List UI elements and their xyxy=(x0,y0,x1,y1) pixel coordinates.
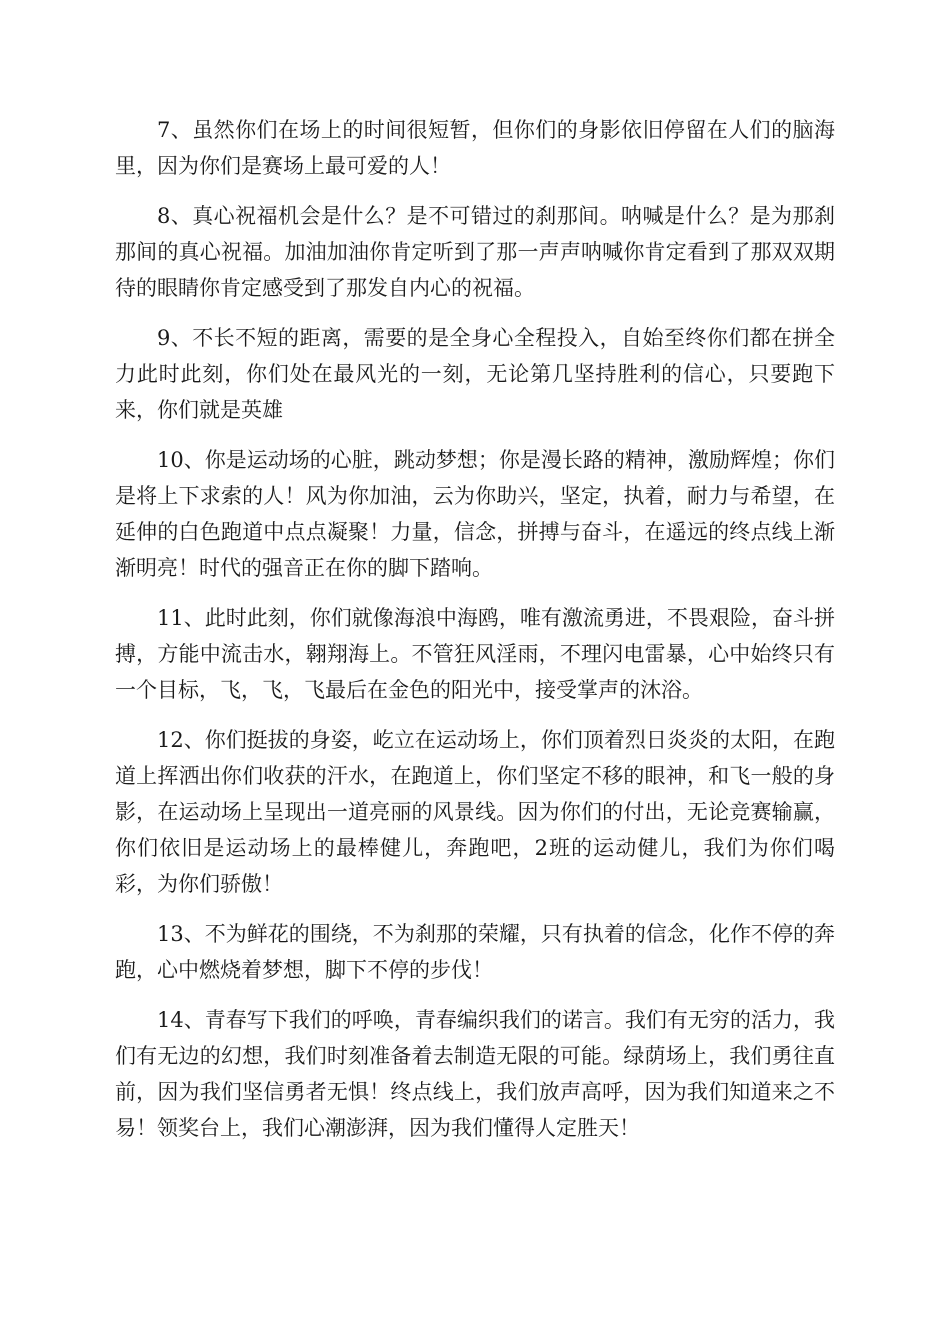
paragraph-10: 10、你是运动场的心脏，跳动梦想；你是漫长路的精神，激励辉煌；你们是将上下求索的人！风为你加油，云为你助兴，坚定，执着，耐力与希望，在延伸的白色跑道中点点凝聚！力量，信念，拼搏与奋斗，在遥远的终点线上渐渐明亮！时代的强音正在你的脚下踏响。 xyxy=(115,448,835,580)
paragraph-12: 12、你们挺拔的身姿，屹立在运动场上，你们顶着烈日炎炎的太阳，在跑道上挥洒出你们收获的汗水，在跑道上，你们坚定不移的眼神，和飞一般的身影，在运动场上呈现出一道亮丽的风景线。因为你们的付出，无论竞赛输赢，你们依旧是运动场上的最棒健儿，奔跑吧，2班的运动健儿，我们为你们喝彩，为你们骄傲！ xyxy=(115,728,835,896)
paragraph-11: 11、此时此刻，你们就像海浪中海鸥，唯有激流勇进，不畏艰险，奋斗拼搏，方能中流击水，翱翔海上。不管狂风淫雨，不理闪电雷暴，心中始终只有一个目标，飞，飞，飞最后在金色的阳光中，接受掌声的沐浴。 xyxy=(115,606,835,702)
paragraph-13: 13、不为鲜花的围绕，不为刹那的荣耀，只有执着的信念，化作不停的奔跑，心中燃烧着梦想，脚下不停的步伐！ xyxy=(115,922,835,982)
paragraph-9: 9、不长不短的距离，需要的是全身心全程投入，自始至终你们都在拼全力此时此刻，你们处在最风光的一刻，无论第几坚持胜利的信心，只要跑下来，你们就是英雄 xyxy=(115,326,835,422)
paragraph-7: 7、虽然你们在场上的时间很短暂，但你们的身影依旧停留在人们的脑海里，因为你们是赛场上最可爱的人！ xyxy=(115,118,835,178)
paragraph-14: 14、青春写下我们的呼唤，青春编织我们的诺言。我们有无穷的活力，我们有无边的幻想，我们时刻准备着去制造无限的可能。绿荫场上，我们勇往直前，因为我们坚信勇者无惧！终点线上，我们放声高呼，因为我们知道来之不易！领奖台上，我们心潮澎湃，因为我们懂得人定胜天！ xyxy=(115,1008,835,1140)
document-body xyxy=(115,112,835,1160)
paragraph-8: 8、真心祝福机会是什么？是不可错过的刹那间。呐喊是什么？是为那刹那间的真心祝福。加油加油你肯定听到了那一声声呐喊你肯定看到了那双双期待的眼睛你肯定感受到了那发自内心的祝福。 xyxy=(115,204,835,300)
